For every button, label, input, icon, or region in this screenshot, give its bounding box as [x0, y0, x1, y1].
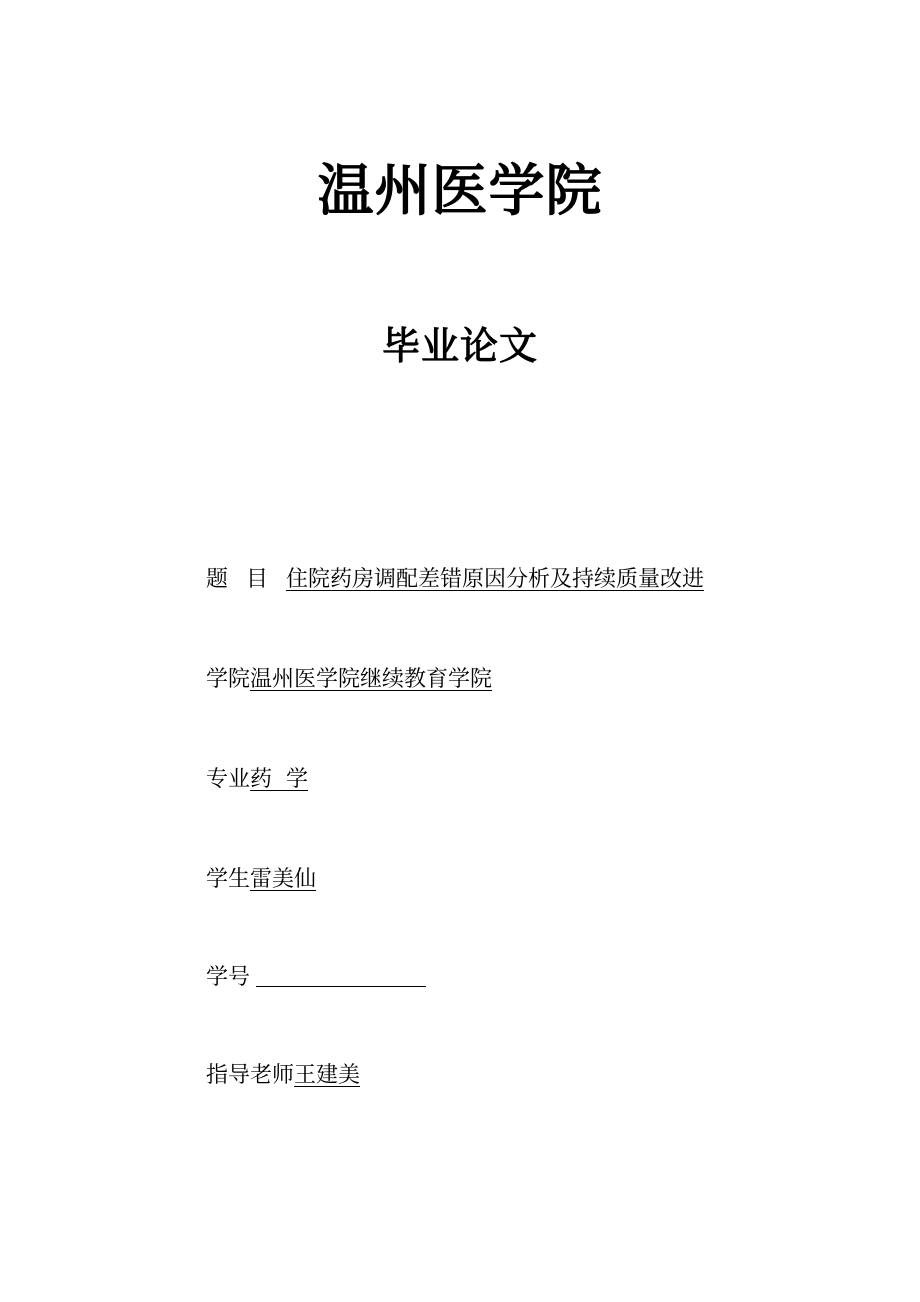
student-id-blank-line [256, 966, 426, 987]
school-title: 温州医学院 [317, 159, 603, 224]
topic-value: 住院药房调配差错原因分析及持续质量改进 [286, 567, 705, 592]
student-id-label: 学号 [206, 965, 251, 990]
advisor-value: 王建美 [294, 1063, 361, 1088]
topic-label-part-2: 目 [246, 567, 269, 592]
major-label: 专业 [206, 767, 251, 792]
major-field [206, 765, 308, 795]
student-label: 学生 [206, 867, 251, 892]
student-value: 雷美仙 [250, 867, 317, 892]
document-type-title: 毕业论文 [381, 324, 538, 368]
topic-field [206, 565, 704, 595]
college-value: 温州医学院继续教育学院 [250, 667, 493, 692]
major-value: 药 学 [250, 767, 309, 792]
advisor-field [206, 1061, 360, 1091]
student-id-field [206, 963, 426, 993]
student-field [206, 865, 316, 895]
advisor-label: 指导老师 [206, 1063, 295, 1088]
topic-label-part-1: 题 [206, 567, 229, 592]
college-label: 学院 [206, 667, 251, 692]
college-field [206, 665, 492, 695]
